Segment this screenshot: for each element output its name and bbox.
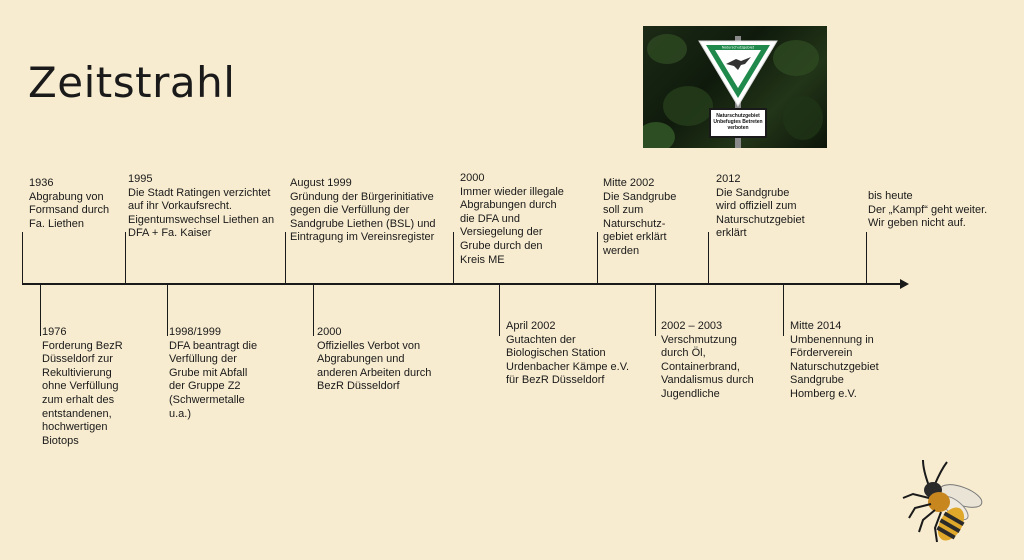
nature-reserve-sign-photo — [643, 26, 827, 148]
event-date: August 1999 — [290, 177, 352, 189]
event-text: Forderung BezR Düsseldorf zur Rekultivierung ohne Verfüllung zum erhalt des entstandenen, hochwertigen Biotops — [42, 339, 123, 447]
tick-top-1995 — [125, 232, 126, 284]
event-text: Die Sandgrube soll zum Naturschutz- gebiet erklärt werden — [603, 190, 677, 257]
event-date: 1936 — [29, 177, 54, 189]
sign-header-text: Naturschutzgebiet — [721, 45, 755, 50]
event-date: 1998/1999 — [169, 326, 221, 338]
event-text: Abgrabung von Formsand durch Fa. Liethen — [29, 190, 110, 230]
event-date: 2000 — [317, 326, 342, 338]
tick-top-mitte2002 — [597, 232, 598, 284]
tick-top-bisheute — [866, 232, 867, 284]
event-1976 — [42, 326, 123, 448]
event-2012 — [716, 173, 805, 241]
nature-reserve-triangle-icon — [697, 38, 779, 108]
event-1995 — [128, 173, 274, 241]
event-april2002 — [506, 320, 629, 388]
event-text: Immer wieder illegale Abgrabungen durch die DFA und Versiegelung der Grube durch den Kreis ME — [460, 185, 564, 266]
event-text: Verschmutzung durch Öl, Containerbrand, Vandalismus durch Jugendliche — [661, 333, 754, 400]
timeline-arrow — [900, 279, 909, 289]
event-bis-heute — [868, 190, 987, 231]
page-title: Zeitstrahl — [28, 58, 236, 107]
event-text: Gründung der Bürgerinitiative gegen die Verfüllung der Sandgrube Liethen (BSL) und Eintragung im Vereinsregister — [290, 190, 436, 244]
sign-plate-text: Naturschutzgebiet Unbefugtes Betreten verboten — [713, 113, 763, 131]
event-text: Offizielles Verbot von Abgrabungen und anderen Arbeiten durch BezR Düsseldorf — [317, 339, 432, 393]
tick-bottom-2002-2003 — [655, 284, 656, 336]
event-date: Mitte 2014 — [790, 320, 842, 332]
event-aug1999 — [290, 177, 436, 245]
event-text: Gutachten der Biologischen Station Urdenbacher Kämpe e.V. für BezR Düsseldorf — [506, 333, 630, 387]
event-text: DFA beantragt die Verfüllung der Grube mit Abfall der Gruppe Z2 (Schwermetalle u.a.) — [169, 339, 258, 420]
event-date: 2000 — [460, 172, 485, 184]
event-text: Umbenennung in Förderverein Naturschutzgebiet Sandgrube Homberg e.V. — [790, 333, 879, 400]
event-text: Die Sandgrube wird offiziell zum Naturschutzgebiet erklärt — [716, 186, 805, 240]
event-date: 1976 — [42, 326, 67, 338]
tick-bottom-1998 — [167, 284, 168, 336]
event-text: Die Stadt Ratingen verzichtet auf ihr Vorkaufsrecht. Eigentumswechsel Liethen an DFA + Fa. Kaiser — [128, 186, 275, 240]
event-2000-bottom — [317, 326, 431, 394]
event-date: 1995 — [128, 173, 153, 185]
event-1998-1999 — [169, 326, 257, 421]
event-mitte2014 — [790, 320, 879, 402]
tick-top-1936 — [22, 232, 23, 284]
event-date: Mitte 2002 — [603, 177, 655, 189]
event-date: 2002 – 2003 — [661, 320, 723, 332]
bee-icon — [893, 452, 993, 552]
tick-top-aug1999 — [285, 232, 286, 284]
timeline-axis — [22, 283, 902, 285]
tick-top-2012 — [708, 232, 709, 284]
event-2000-top — [460, 172, 564, 267]
event-date: April 2002 — [506, 320, 556, 332]
tick-bottom-april2002 — [499, 284, 500, 336]
event-date: 2012 — [716, 173, 741, 185]
tick-bottom-mitte2014 — [783, 284, 784, 336]
sign-plate — [709, 108, 767, 138]
tick-bottom-1976 — [40, 284, 41, 336]
event-1936 — [29, 177, 109, 231]
tick-top-2000 — [453, 232, 454, 284]
event-text: bis heute Der „Kampf“ geht weiter. Wir geben nicht auf. — [868, 190, 988, 230]
event-mitte2002 — [603, 177, 676, 259]
event-2002-2003 — [661, 320, 754, 402]
tick-bottom-2000 — [313, 284, 314, 336]
